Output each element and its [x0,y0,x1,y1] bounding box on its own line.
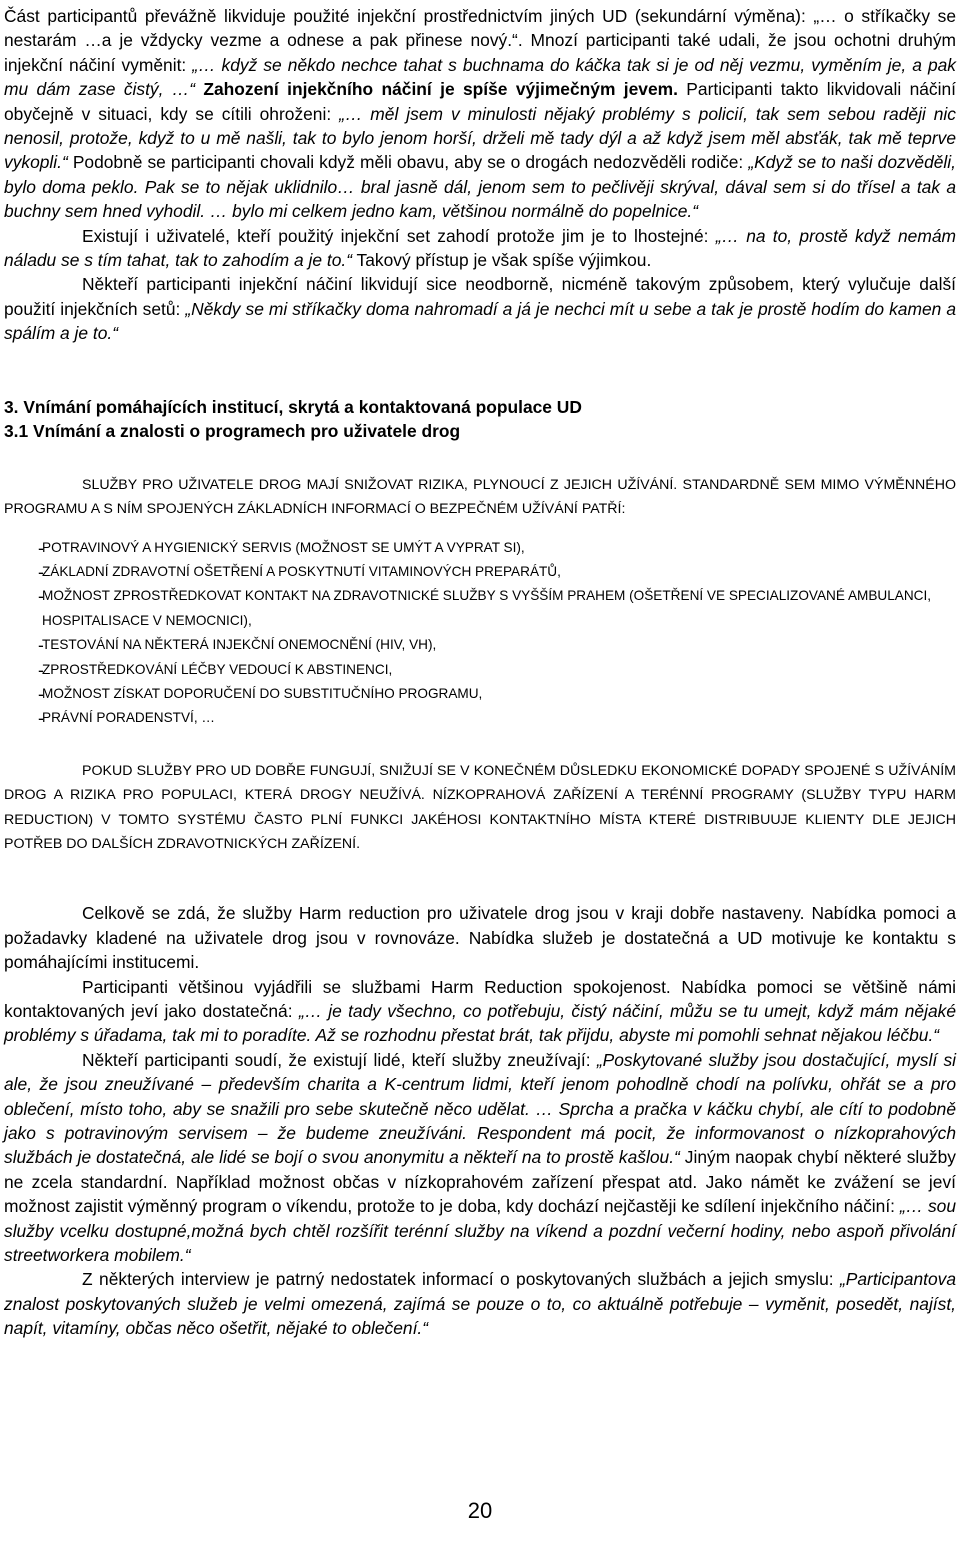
paragraph-harm-reduction: Celkově se zdá, že služby Harm reduction pro uživatele drog jsou v kraji dobře nastaveny. Nabídka pomoci a požadavky kladené na uživatele drog jsou v rovnováze. Nabídka služeb je dostatečná a UD motivuje ke kontaktu s pomáhajícími institucemi. [4,903,956,973]
list-item: - MOŽNOST ZÍSKAT DOPORUČENÍ DO SUBSTITUČNÍHO PROGRAMU, [4,682,956,706]
list-item: - MOŽNOST ZPROSTŘEDKOVAT KONTAKT NA ZDRAVOTNICKÉ SLUŽBY S VYŠŠÍM PRAHEM (OŠETŘENÍ VE SPECIALIZOVANÉ AMBULANCI, HOSPITALISACE V NEMOCNICI), [4,584,956,633]
services-outro: POKUD SLUŽBY PRO UD DOBŘE FUNGUJÍ, SNIŽUJÍ SE V KONEČNÉM DŮSLEDKU EKONOMICKÉ DOPADY SPOJENÉ S UŽÍVÁNÍM DROG A RIZIKA PRO POPULACI, KTERÁ DROGY NEUŽÍVÁ. NÍZKOPRAHOVÁ ZAŘÍZENÍ A TERÉNNÍ PROGRAMY (SLUŽBY TYPU HARM REDUCTION) V TOMTO SYSTÉMU ČASTO PLNÍ FUNKCI JAKÉHOSI KONTAKTNÍHO MÍSTA KTERÉ DISTRIBUUJE KLIENTY DLE JEJICH POTŘEB DO DALŠÍCH ZDRAVOTNICKÝCH ZAŘÍZENÍ. [4,762,956,852]
list-item: - ZÁKLADNÍ ZDRAVOTNÍ OŠETŘENÍ A POSKYTNUTÍ VITAMINOVÝCH PREPARÁTŮ, [4,560,956,584]
services-list [4,536,956,731]
text: Existují i uživatelé, kteří použitý injekční set zahodí protože jim je to lhostejné: [82,225,716,246]
quote: „… sou služby vcelku dostupné,možná bych chtěl rozšířit terénní služby na víkend a pozdní večerní hodiny, nebo aspoň přivolání streetworkera mobilem.“ [4,1196,956,1266]
emphasis: Zahození injekčního náčiní je spíše výjimečným jevem. [195,79,678,100]
list-item: - TESTOVÁNÍ NA NĚKTERÁ INJEKČNÍ ONEMOCNĚNÍ (HIV, VH), [4,633,956,657]
quote: „… měl jsem v minulosti nějaký problémy s policií, tak sem sebou raději nic nenosil, protože, když to u mě našli, tak to bylo jenom horší, drželi mě tady dýl a až když jsem měl absťák, tak mě teprve vykopli.“ [4,103,956,173]
quote: „Poskytované služby jsou dostačující, myslí si ale, že jsou zneužívané – především charita a K-centrum lidmi, kteří jenom pohodlně chodí na polívku, ohřát se a pro oblečení, místo toho, aby se snažili pro sebe skutečně něco udělat. … Sprcha a pračka v káčku chybí, ale cítí to podobně jako s potravinovým servisem – že budeme zneužíváni. Respondent má pocit, že informovanost o nízkoprahových službách je dostatečná, ale lidé se bojí o svou anonymitu a někteří na to prostě kašlou.“ [4,1049,957,1168]
list-item: - POTRAVINOVÝ A HYGIENICKÝ SERVIS (MOŽNOST SE UMÝT A VYPRAT SI), [4,536,956,560]
services-intro: SLUŽBY PRO UŽIVATELE DROG MAJÍ SNIŽOVAT RIZIKA, PLYNOUCÍ Z JEJICH UŽÍVÁNÍ. STANDARDNĚ SEM MIMO VÝMĚNNÉHO PROGRAMU A S NÍM SPOJENÝCH ZÁKLADNÍCH INFORMACÍ O BEZPEČNÉM UŽÍVÁNÍ PATŘÍ: [4,476,956,518]
quote: „… je tady všechno, co potřebuju, čistý náčiní, můžu se tu umejt, když mám nějaké problémy s úřadama, tak mi to poradíte. Až se rozhodnu přestat brát, tak přijdu, abyste mi pomohli sehnat nějakou léčbu.“ [4,1001,956,1046]
list-item: - ZPROSTŘEDKOVÁNÍ LÉČBY VEDOUCÍ K ABSTINENCI, [4,658,956,682]
quote: „Participantova znalost poskytovaných služeb je velmi omezená, zajímá se pouze o to, co aktuálně potřebuje – vyměnit, posedět, najíst, napít, vitamíny, občas něco ošetřit, nějaké to oblečení.“ [4,1269,956,1339]
text: Takový přístup je však spíše výjimkou. [352,250,652,271]
paragraph-indifferent [4,224,956,273]
list-item: - PRÁVNÍ PORADENSTVÍ, … [4,706,956,730]
paragraph-disposal [4,4,956,224]
text: Z některých interview je patrný nedostatek informací o poskytovaných službách a jejich smyslu: [82,1269,840,1290]
document-page [4,4,956,1341]
section-heading: 3. Vnímání pomáhajících institucí, skrytá a kontaktovaná populace UD [4,396,582,417]
text: Participanti takto likvidovali náčiní obyčejně v situaci, kdy se cítili ohroženi: [4,79,956,124]
quote: „Když se to naši dozvěděli, bylo doma peklo. Pak se to nějak uklidnilo… bral jasně dál, jenom sem to pečlivěji skrýval, dával sem si do třísel a tak a buchny sem hned vyhodil. … bylo mi celkem jedno kam, většinou normálně do popelnice.“ [4,152,956,222]
text: Někteří participanti injekční náčiní likvidují sice neodborně, nicméně takovým způsobem, který vylučuje další použití injekčních setů: [4,274,956,319]
paragraph-burning [4,272,956,345]
text: Podobně se participanti chovali když měli obavu, aby se o drogách nedozvěděli rodiče: [67,152,749,173]
page-number: 20 [467,1498,493,1523]
paragraph-information [4,1267,956,1340]
text: Jiným naopak chybí některé služby ne zcela standardní. Například možnost občas v nízkoprahovém zařízení přespat atd. Jako námět ke zvážení se jeví možnost zajistit výměnný program o víkendu, protože to je doba, kdy dochází nejčastěji ke sdílení injekčního náčiní: [4,1147,956,1217]
text: Participanti většinou vyjádřili se službami Harm Reduction spokojenost. Nabídka pomoci se většině námi kontaktovaných jeví jako dostatečná: [4,976,956,1021]
subsection-heading: 3.1 Vnímání a znalosti o programech pro uživatele drog [4,420,461,441]
paragraph-abuse [4,1048,956,1268]
text: Část participantů převážně likviduje použité injekční prostřednictvím jiných UD (sekundární výměna): „… o stříkačky se nestarám …a je vždycky vezme a odnese a pak přinese nový.“. Mnozí participanti také udali, že jsou ochotni druhým injekční náčiní vyměnit: [4,6,956,75]
text: Někteří participanti soudí, že existují lidé, kteří služby zneužívají: [82,1049,597,1070]
quote: „… když se někdo nechce tahat s buchnama do káčka tak si je od něj vezmu, vyměním je, a pak mu dám zase čistý, …“ [4,54,956,100]
paragraph-satisfaction [4,975,956,1048]
quote: „… na to, prostě když nemám náladu se s tím tahat, tak to zahodím a je to.“ [4,225,957,271]
quote: „Někdy se mi stříkačky doma nahromadí a já je nechci mít u sebe a tak je prostě hodím do kamen a spálím a je to.“ [4,298,956,344]
